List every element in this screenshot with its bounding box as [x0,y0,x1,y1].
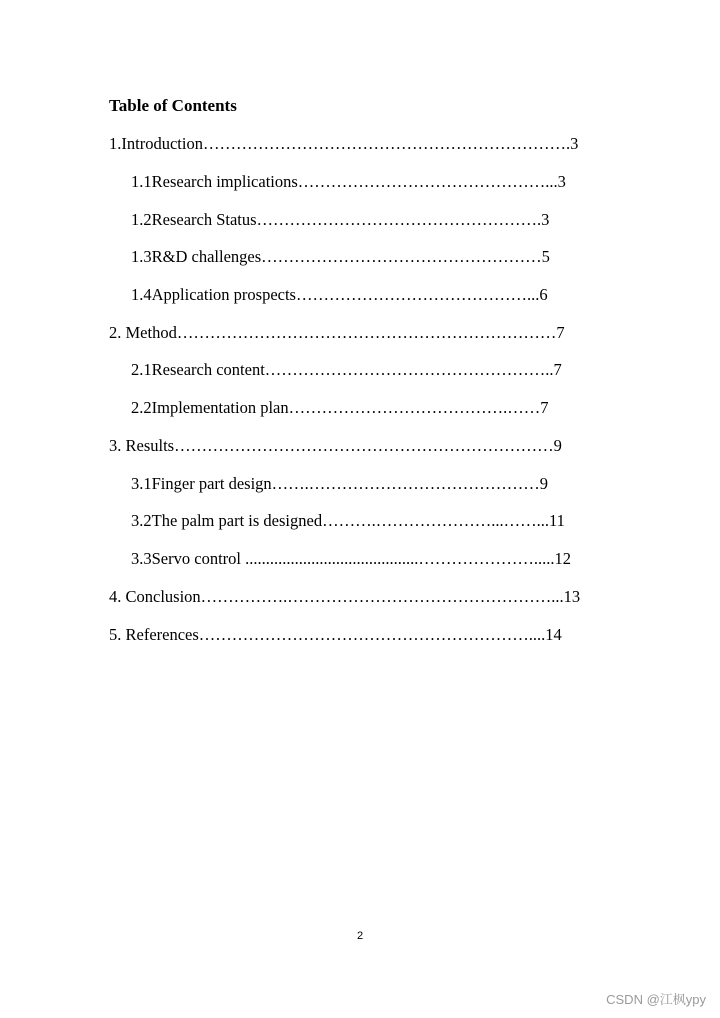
toc-entry-conclusion: 4. Conclusion…………….…………………………………………...13 [109,587,581,606]
toc-entry-method: 2. Method……………………………………………………………7 [109,323,565,342]
toc-entry-application-prospects: 1.4Application prospects……………………………………...6 [131,285,548,304]
page-number: 2 [356,930,364,942]
watermark: CSDN @江枫ypy [606,992,706,1007]
toc-entry-rd-challenges: 1.3R&D challenges……………………………………………5 [131,247,550,266]
toc-entry-finger-part-design: 3.1Finger part design…….……………………………………9 [131,474,549,493]
toc-entry-research-status: 1.2Research Status…………………………………………….3 [131,210,550,229]
toc-entry-palm-part-design: 3.2The palm part is designed……….…………………...……...11 [131,511,565,530]
toc-entry-servo-control: 3.3Servo control ..........................................………………….....12 [131,549,571,568]
toc-entry-research-implications: 1.1Research implications………………………………………...3 [131,172,566,191]
toc-entry-implementation-plan: 2.2Implementation plan………………………………….……7 [131,398,549,417]
toc-heading: Table of Contents [109,96,237,115]
toc-entry-introduction: 1.Introduction………………………………………………………….3 [109,134,579,153]
toc-entry-research-content: 2.1Research content……………………………………………..7 [131,360,562,379]
toc-entry-results: 3. Results……………………………………………………………9 [109,436,562,455]
toc-entry-references: 5. References……………………………………………………....14 [109,625,562,644]
